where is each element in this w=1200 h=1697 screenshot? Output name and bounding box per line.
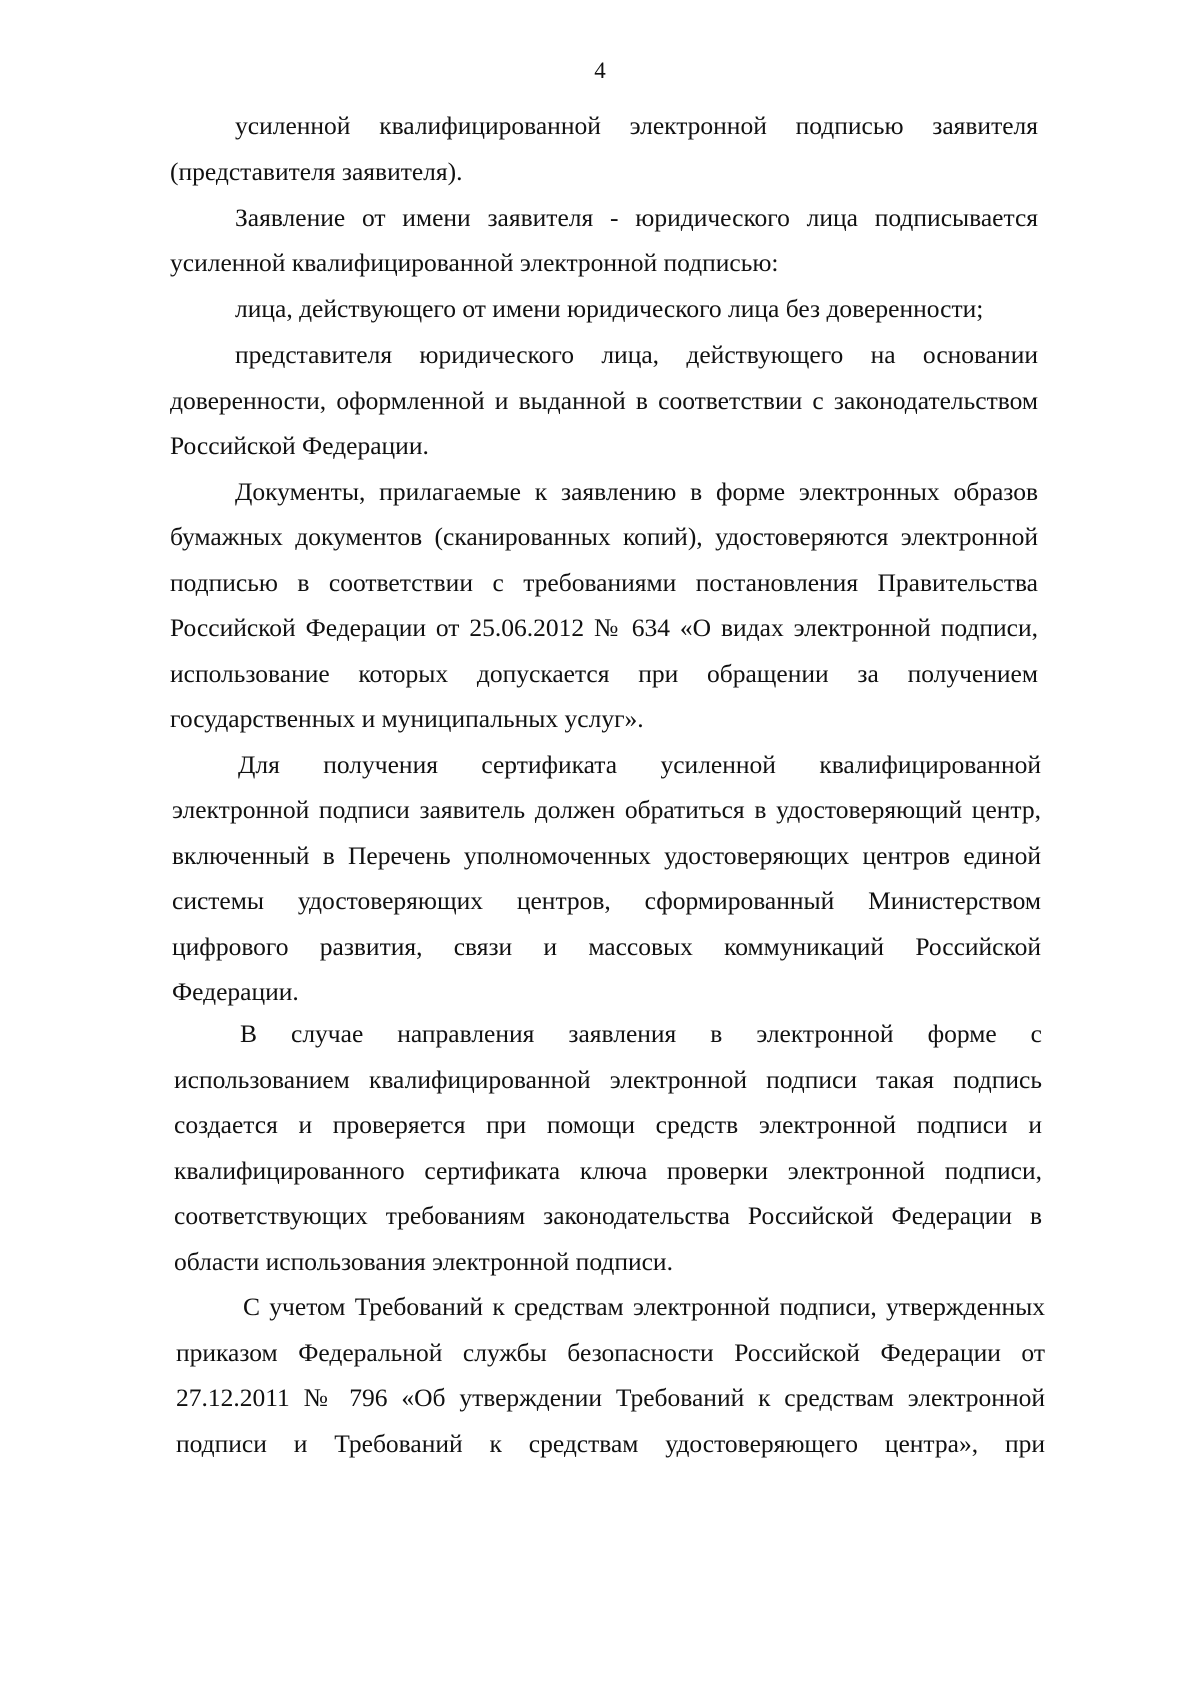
text-line: соответствующих требованиям законодательства Российской Федерации в bbox=[174, 1201, 1042, 1230]
text-line: С учетом Требований к средствам электронной подписи, утвержденных bbox=[243, 1292, 1045, 1321]
text-line: государственных и муниципальных услуг». bbox=[170, 704, 644, 733]
page-number: 4 bbox=[594, 58, 606, 83]
text-line: представителя юридического лица, действующего на основании bbox=[235, 340, 1038, 369]
text-line: цифрового развития, связи и массовых коммуникаций Российской bbox=[172, 932, 1041, 961]
text-line: Федерации. bbox=[172, 977, 299, 1006]
text-line: (представителя заявителя). bbox=[170, 157, 463, 186]
text-line: В случае направления заявления в электронной форме с bbox=[240, 1019, 1042, 1048]
text-line: Российской Федерации. bbox=[170, 431, 429, 460]
text-line: электронной подписи заявитель должен обратиться в удостоверяющий центр, bbox=[172, 795, 1041, 824]
text-line: усиленной квалифицированной электронной подписью: bbox=[170, 248, 779, 277]
text-line: приказом Федеральной службы безопасности Российской Федерации от bbox=[176, 1338, 1045, 1367]
text-line: системы удостоверяющих центров, сформированный Министерством bbox=[172, 886, 1041, 915]
text-line: квалифицированного сертификата ключа проверки электронной подписи, bbox=[174, 1156, 1042, 1185]
text-line: усиленной квалифицированной электронной подписью заявителя bbox=[235, 111, 1038, 140]
text-line: доверенности, оформленной и выданной в соответствии с законодательством bbox=[170, 386, 1038, 415]
text-line: Заявление от имени заявителя - юридического лица подписывается bbox=[235, 203, 1038, 232]
text-line: использование которых допускается при обращении за получением bbox=[170, 659, 1038, 688]
text-line: бумажных документов (сканированных копий), удостоверяются электронной bbox=[170, 522, 1038, 551]
text-line: подписи и Требований к средствам удостоверяющего центра», при bbox=[176, 1429, 1045, 1458]
text-line: 27.12.2011 № 796 «Об утверждении Требований к средствам электронной bbox=[176, 1383, 1045, 1412]
text-line: включенный в Перечень уполномоченных удостоверяющих центров единой bbox=[172, 841, 1041, 870]
text-line: Российской Федерации от 25.06.2012 № 634 «О видах электронной подписи, bbox=[170, 613, 1038, 642]
text-line: Для получения сертификата усиленной квалифицированной bbox=[238, 750, 1041, 779]
text-line: создается и проверяется при помощи средств электронной подписи и bbox=[174, 1110, 1042, 1139]
text-line: подписью в соответствии с требованиями постановления Правительства bbox=[170, 568, 1038, 597]
text-line: лица, действующего от имени юридического лица без доверенности; bbox=[235, 294, 984, 323]
text-line: Документы, прилагаемые к заявлению в форме электронных образов bbox=[235, 477, 1038, 506]
text-line: области использования электронной подписи. bbox=[174, 1247, 673, 1276]
text-line: использованием квалифицированной электронной подписи такая подпись bbox=[174, 1065, 1042, 1094]
